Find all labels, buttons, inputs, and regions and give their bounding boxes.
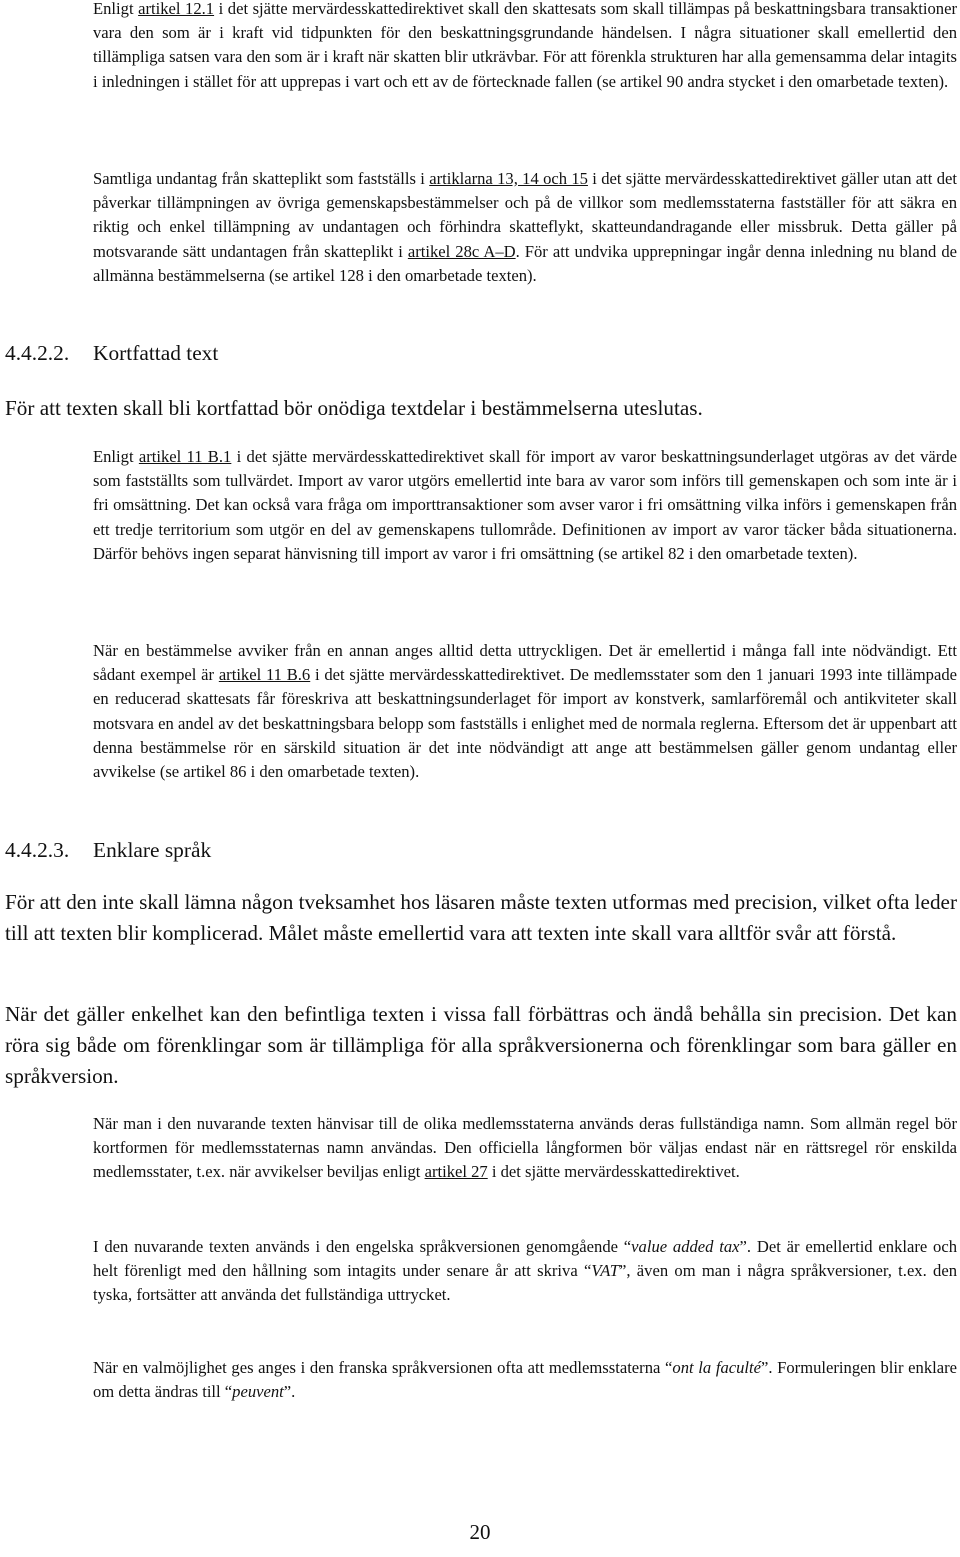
text-run: Enligt (93, 0, 139, 18)
text-run: Samtliga undantag från skatteplikt som fastställs i (93, 169, 430, 188)
paragraph-import-valuation (93, 445, 957, 566)
paragraph-concise-intro: För att texten skall bli kortfattad bör onödiga textdelar i bestämmelserna uteslutas. (5, 396, 703, 420)
article-link[interactable]: artikel 28c A–D (407, 241, 516, 261)
text-run: När man i den nuvarande texten hänvisar till de olika medlemsstaterna används deras fullständiga namn. Som allmän regel bör kortformen för medlemsstaternas namn användas. Den officiella långformen bör väljas endast när en rättsregel rör enskilda medlemsstater, t.ex. när avvikelser beviljas enligt (93, 1114, 957, 1182)
quoted-term: VAT (591, 1261, 619, 1281)
quoted-term: ont la faculté (672, 1358, 761, 1377)
text-run: i det sjätte mervärdesskattedirektivet gäller utan att det påverkar tillämpningen av övriga gemenskapsbestämmelser och på de villkor som medlemsstaterna fastställer för att säkra en riktig och enkel tillämpning av undantagen och förhindra skatteflykt, skatteundandragande eller missbruk. Detta gäller på motsvarande sätt undantagen från skatteplikt i (93, 169, 957, 261)
paragraph-simplicity: När det gäller enkelhet kan den befintliga texten i vissa fall förbättras och ändå behålla sin precision. Det kan röra sig både om förenklingar som är tillämpliga för alla språkversionerna och förenklingar som bara gäller en språkversion. (5, 1002, 957, 1088)
quoted-term: value added tax (631, 1237, 740, 1256)
paragraph-exemptions (93, 167, 957, 288)
section-title: Kortfattad text (93, 341, 219, 365)
paragraph-vat-rate-timing (93, 0, 957, 94)
paragraph-member-state-names (93, 1112, 957, 1185)
text-run: i det sjätte mervärdesskattedirektivet skall för import av varor beskattningsunderlaget utgöras av det värde som fastställts som tullvärdet. Import av varor utgörs emellertid inte bara av varor som införs till gemenskapen och som inte är i fri omsättning. Det kan också vara fråga om importtransaktioner som avser varor i fri omsättning vilka införs i gemenskapen från ett tredje territorium som utgör en del av gemenskapens tullområde. Definitionen av import av varor täcker båda situationerna. Därför behövs ingen separat hänvisning till import av varor i fri omsättning (se artikel 82 i den omarbetade texten). (93, 447, 957, 563)
text-run: . För att undvika upprepningar ingår denna inledning nu bland de allmänna bestämmelserna (se artikel 128 i den omarbetade texten). (93, 241, 957, 285)
article-link[interactable]: artiklarna 13, 14 och 15 (429, 169, 588, 188)
text-run: När en bestämmelse avviker från en annan anges alltid detta uttryckligen. Det är emellertid i många fall inte nödvändigt. Ett sådant exempel är (93, 641, 957, 685)
text-run: i det sjätte mervärdesskattedirektivet skall den skattesats som skall tillämpas på beskattningsbara transaktioner vara den som är i kraft vid tidpunkten för den beskattningsgrundande händelsen. I några situationer skall emellertid den tillämpliga satsen vara den som är i kraft när skatten blir utkrävbar. För att förenkla strukturen har alla gemensamma delar intagits i inledningen i stället för att upprepas i vart och ett av de förtecknade fallen (se artikel 90 andra stycket i den omarbetade texten). (93, 0, 957, 91)
text-run: ”. Det är emellertid enklare och helt förenligt med den hållning som intagits under senare år att skriva “ (93, 1237, 957, 1281)
section-heading-enklare-sprak (5, 836, 211, 864)
article-link[interactable]: artikel 12.1 (138, 0, 215, 18)
section-number: 4.4.2.3. (5, 838, 70, 862)
paragraph-deviation (93, 639, 957, 784)
text-run: i det sjätte mervärdesskattedirektivet. De medlemsstater som den 1 januari 1993 inte tillämpade en reducerad skattesats får föreskriva att beskattningsunderlaget för import av konstverk, samlarföremål och antikviteter skall motsvara en andel av det beskattningsbara belopp som fastställs i enlighet med de normala reglerna. Eftersom det är uppenbart att denna bestämmelse rör en särskild situation är det inte nödvändigt att ange att bestämmelsen gäller genom undantag eller avvikelse (se artikel 86 i den omarbetade texten). (93, 665, 958, 782)
text-run: När en valmöjlighet ges anges i den franska språkversionen ofta att medlemsstaterna “ (93, 1358, 673, 1377)
article-link[interactable]: artikel 27 (424, 1162, 488, 1182)
text-run: ”. Formuleringen blir enklare om detta ändras till “ (93, 1358, 957, 1402)
text-run: i det sjätte mervärdesskattedirektivet. (487, 1162, 740, 1182)
section-number: 4.4.2.2. (5, 341, 70, 365)
paragraph-french-version (93, 1356, 957, 1404)
page-number: 20 (469, 1520, 491, 1544)
article-link[interactable]: artikel 11 B.1 (138, 447, 232, 466)
text-run: ”, även om man i några språkversioner, t.ex. den tyska, fortsätter att använda det fullständiga uttrycket. (93, 1261, 957, 1305)
text-run: I den nuvarande texten används i den engelska språkversionen genomgående “ (93, 1237, 632, 1256)
article-link[interactable]: artikel 11 B.6 (218, 665, 311, 685)
paragraph-vat-abbreviation (93, 1235, 957, 1308)
quoted-term: peuvent (232, 1382, 284, 1402)
section-title: Enklare språk (93, 838, 212, 862)
section-heading-kortfattad-text (5, 339, 218, 367)
paragraph-precision: För att den inte skall lämna någon tveksamhet hos läsaren måste texten utformas med precision, vilket ofta leder till att texten blir komplicerad. Målet måste emellertid vara att texten inte skall vara alltför svår att förstå. (5, 890, 957, 945)
text-run: Enligt (93, 447, 139, 466)
text-run: ”. (283, 1382, 296, 1402)
